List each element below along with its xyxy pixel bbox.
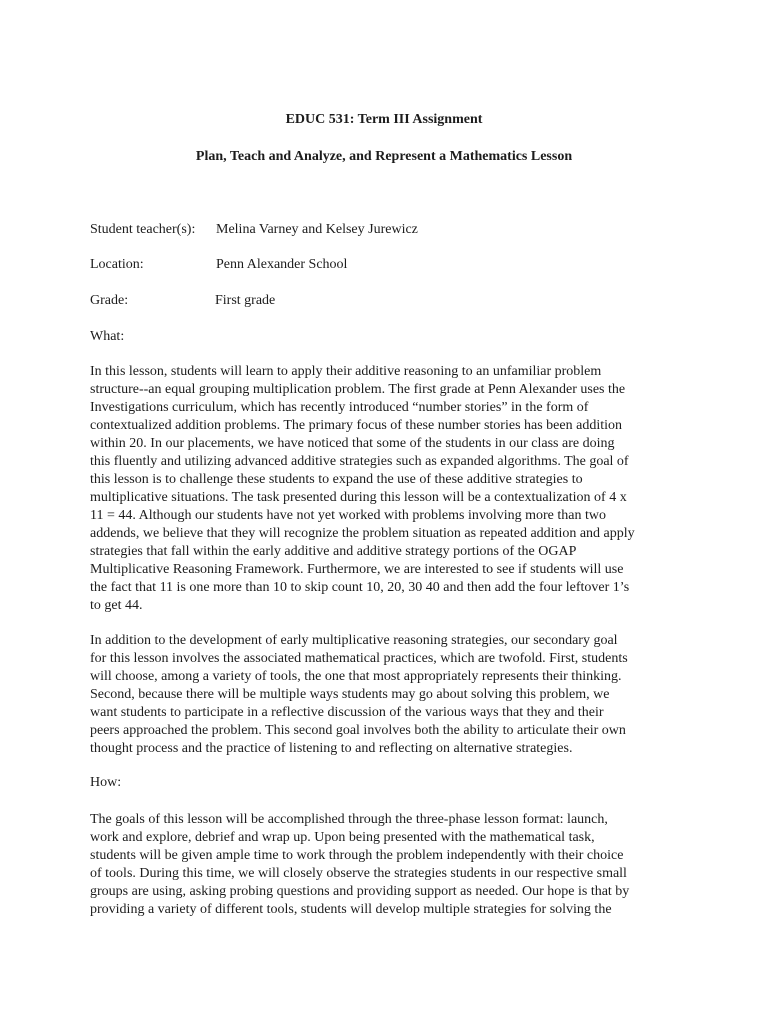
text-line: groups are using, asking probing questions and providing support as needed. Our hope is that by <box>90 884 630 899</box>
paragraph-what-2 <box>90 632 680 758</box>
document-title: EDUC 531: Term III Assignment <box>285 112 483 127</box>
text-line: 11 = 44. Although our students have not yet worked with problems involving more than two <box>90 508 606 523</box>
text-line: strategies that fall within the early additive and additive strategy portions of the OGAP <box>90 544 577 559</box>
text-line: Multiplicative Reasoning Framework. Furthermore, we are interested to see if students will use <box>90 562 624 577</box>
field-label: Grade: <box>90 293 129 308</box>
field-label: Student teacher(s): <box>90 222 196 237</box>
text-line: Second, because there will be multiple ways students may go about solving this problem, we <box>90 687 610 702</box>
section-heading-what: What: <box>90 329 125 344</box>
text-line: of tools. During this time, we will closely observe the strategies students in our respective small <box>90 866 627 881</box>
field-value: Melina Varney and Kelsey Jurewicz <box>216 222 418 237</box>
text-line: addends, we believe that they will recognize the problem situation as repeated addition and apply <box>90 526 635 541</box>
document-subtitle: Plan, Teach and Analyze, and Represent a Mathematics Lesson <box>195 149 573 164</box>
paragraph-how-1 <box>90 811 680 919</box>
text-line: this fluently and utilizing advanced additive strategies such as expanded algorithms. The goal of <box>90 454 629 469</box>
field-label: Location: <box>90 257 144 272</box>
text-line: thought process and the practice of listening to and reflecting on alternative strategies. <box>90 741 573 756</box>
text-line: structure--an equal grouping multiplication problem. The first grade at Penn Alexander uses the <box>90 382 626 397</box>
field-value: Penn Alexander School <box>216 257 348 272</box>
text-line: In addition to the development of early multiplicative reasoning strategies, our secondary goal <box>90 633 618 648</box>
text-line: contextualized addition problems. The primary focus of these number stories has been addition <box>90 418 622 433</box>
text-line: this lesson is to challenge these students to expand the use of these additive strategies to <box>90 472 583 487</box>
text-line: the fact that 11 is one more than 10 to skip count 10, 20, 30 40 and then add the four leftover 1’s <box>90 580 630 595</box>
text-line: The goals of this lesson will be accomplished through the three-phase lesson format: launch, <box>90 812 608 827</box>
text-line: peers approached the problem. This second goal involves both the ability to articulate their own <box>90 723 626 738</box>
text-line: within 20. In our placements, we have noticed that some of the students in our class are doing <box>90 436 615 451</box>
text-line: In this lesson, students will learn to apply their additive reasoning to an unfamiliar problem <box>90 364 602 379</box>
text-line: will choose, among a variety of tools, the one that most appropriately represents their thinking. <box>90 669 622 684</box>
field-value: First grade <box>215 293 276 308</box>
text-line: multiplicative situations. The task presented during this lesson will be a contextualization of 4 x <box>90 490 627 505</box>
paragraph-what-1 <box>90 363 680 615</box>
text-line: for this lesson involves the associated mathematical practices, which are twofold. First, students <box>90 651 628 666</box>
text-line: providing a variety of different tools, students will develop multiple strategies for solving the <box>90 902 612 917</box>
text-line: want students to participate in a reflective discussion of the various ways that they and their <box>90 705 604 720</box>
text-line: Investigations curriculum, which has recently introduced “number stories” in the form of <box>90 400 589 415</box>
text-line: students will be given ample time to work through the problem independently with their choice <box>90 848 624 863</box>
section-heading-how: How: <box>90 775 122 790</box>
text-line: to get 44. <box>90 598 143 613</box>
text-line: work and explore, debrief and wrap up. Upon being presented with the mathematical task, <box>90 830 595 845</box>
